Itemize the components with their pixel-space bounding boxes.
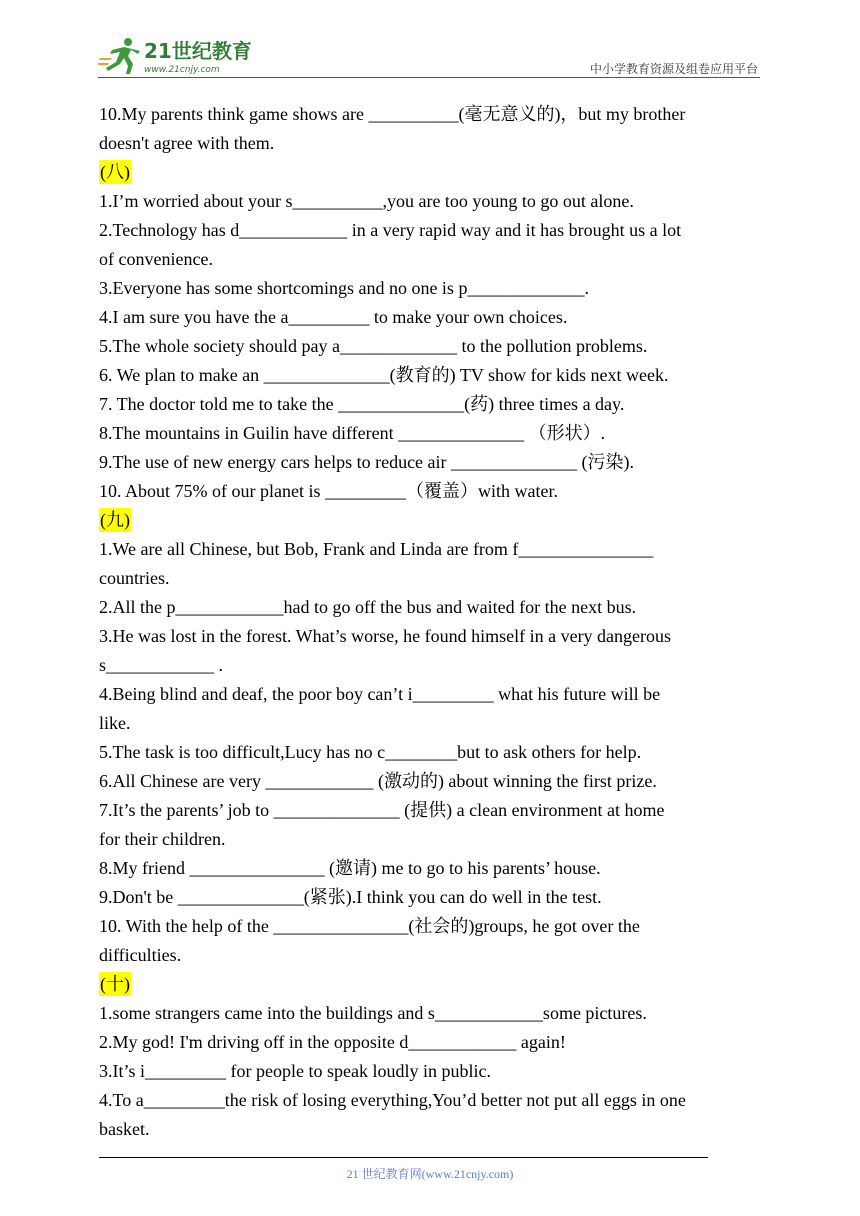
page-header (98, 30, 758, 78)
exercise-line: 1.some strangers came into the buildings and s____________some pictures. (99, 1003, 647, 1023)
exercise-line: s____________ . (99, 655, 224, 675)
exercise-line: 10. About 75% of our planet is _________（覆盖）with water. (99, 481, 558, 501)
svg-text:21世纪教育: 21世纪教育 (144, 39, 252, 63)
section-label: (十) (100, 974, 130, 994)
exercise-line: 7.It’s the parents’ job to ______________ (提供) a clean environment at home (99, 800, 665, 820)
exercise-line: 4.Being blind and deaf, the poor boy can’t i_________ what his future will be (99, 684, 661, 704)
exercise-line: 3.It’s i_________ for people to speak loudly in public. (99, 1061, 491, 1081)
header-divider (98, 77, 760, 78)
runner-icon (98, 38, 140, 74)
exercise-line: countries. (99, 568, 170, 588)
exercise-line: 2.Technology has d____________ in a very rapid way and it has brought us a lot (99, 220, 682, 240)
exercise-line: for their children. (99, 829, 226, 849)
exercise-line: 2.All the p____________had to go off the bus and waited for the next bus. (99, 597, 637, 617)
exercise-line: 9.Don't be ______________(紧张).I think you can do well in the test. (99, 887, 602, 907)
exercise-line: 1.I’m worried about your s__________,you are too young to go out alone. (99, 191, 634, 211)
section-heading (99, 158, 761, 187)
exercise-line: 8.My friend _______________ (邀请) me to go to his parents’ house. (99, 858, 601, 878)
exercise-line: 2.My god! I'm driving off in the opposite d____________ again! (99, 1032, 566, 1052)
exercise-line: 9.The use of new energy cars helps to reduce air ______________ (污染). (99, 452, 635, 472)
exercise-line: 3.Everyone has some shortcomings and no one is p_____________. (99, 278, 589, 298)
header-platform-text: 中小学教育资源及组卷应用平台 (589, 62, 758, 76)
exercise-line: difficulties. (99, 945, 182, 965)
svg-text:www.21cnjy.com: www.21cnjy.com (144, 65, 220, 75)
exercise-line: doesn't agree with them. (99, 133, 275, 153)
exercise-line: 4.I am sure you have the a_________ to make your own choices. (99, 307, 568, 327)
exercise-line: 4.To a_________the risk of losing everything,You’d better not put all eggs in one (99, 1090, 686, 1110)
exercise-line: 5.The task is too difficult,Lucy has no c________but to ask others for help. (99, 742, 642, 762)
exercise-line: 10.My parents think game shows are __________(毫无意义的)，but my brother (99, 104, 686, 124)
exercise-line: 5.The whole society should pay a_____________ to the pollution problems. (99, 336, 648, 356)
exercise-line: 10. With the help of the _______________(社会的)groups, he got over the (99, 916, 640, 936)
section-label: (九) (100, 510, 130, 530)
exercise-line: 3.He was lost in the forest. What’s worse, he found himself in a very dangerous (99, 626, 672, 646)
exercise-line: basket. (99, 1119, 150, 1139)
exercise-line: of convenience. (99, 249, 213, 269)
exercise-line: 8.The mountains in Guilin have different ______________ （形状）. (99, 423, 606, 443)
exercise-line: like. (99, 713, 131, 733)
footer-divider (99, 1157, 708, 1158)
exercise-line: 1.We are all Chinese, but Bob, Frank and Linda are from f_______________ (99, 539, 654, 559)
footer-text: 21 世纪教育网(www.21cnjy.com) (346, 1167, 514, 1181)
section-heading (99, 506, 761, 535)
site-logo (98, 36, 268, 76)
exercise-line: 7. The doctor told me to take the ______________(药) three times a day. (99, 394, 625, 414)
section-label: (八) (100, 162, 130, 182)
exercise-line: 6.All Chinese are very ____________ (激动的) about winning the first prize. (99, 771, 657, 791)
section-heading (99, 970, 761, 999)
exercise-content (99, 100, 761, 1144)
exercise-line: 6. We plan to make an ______________(教育的) TV show for kids next week. (99, 365, 669, 385)
